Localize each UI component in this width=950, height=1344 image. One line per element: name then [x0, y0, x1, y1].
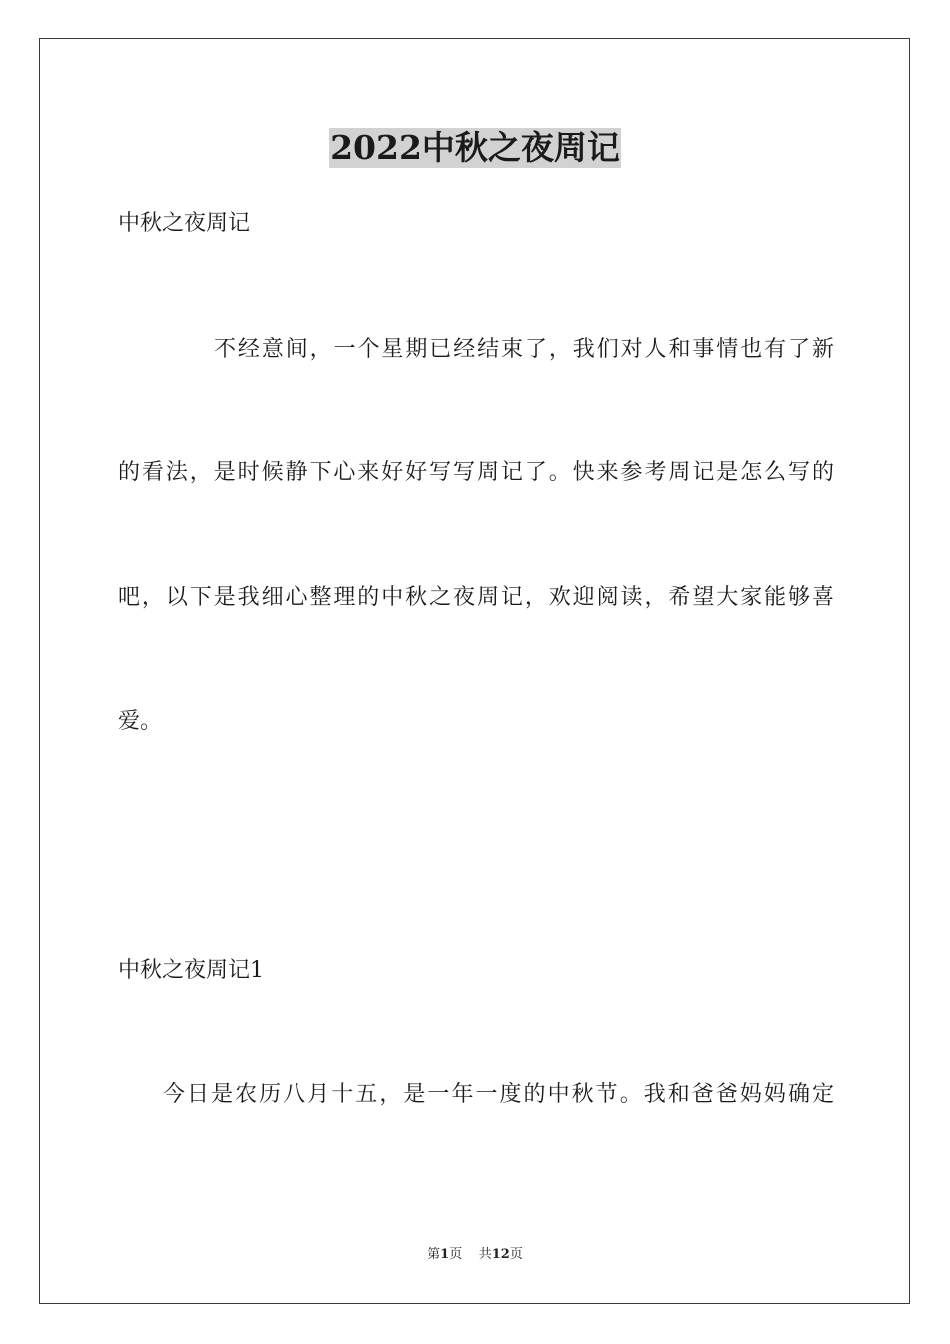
document-subtitle: 中秋之夜周记	[118, 211, 251, 236]
footer-total-prefix: 共	[478, 1247, 492, 1262]
body-line-1: 今日是农历八月十五，是一年一度的中秋节。我和爸爸妈妈确定	[163, 1082, 834, 1107]
footer-page-suffix: 页	[449, 1247, 463, 1262]
footer-total-suffix: 页	[509, 1247, 523, 1262]
footer-page-number: 1	[440, 1247, 450, 1262]
page-footer	[0, 1246, 950, 1264]
footer-total-pages: 12	[491, 1247, 510, 1262]
intro-line-4: 爱。	[118, 709, 163, 734]
intro-line-1: 不经意间，一个星期已经结束了，我们对人和事情也有了新	[214, 337, 834, 362]
intro-line-2: 的看法，是时候静下心来好好写写周记了。快来参考周记是怎么写的	[118, 460, 834, 485]
section-heading: 中秋之夜周记1	[118, 958, 264, 983]
footer-prefix: 第	[427, 1247, 441, 1262]
document-title: 2022中秋之夜周记	[330, 128, 620, 167]
title-container	[0, 128, 950, 168]
intro-line-3: 吧，以下是我细心整理的中秋之夜周记，欢迎阅读，希望大家能够喜	[118, 585, 834, 610]
